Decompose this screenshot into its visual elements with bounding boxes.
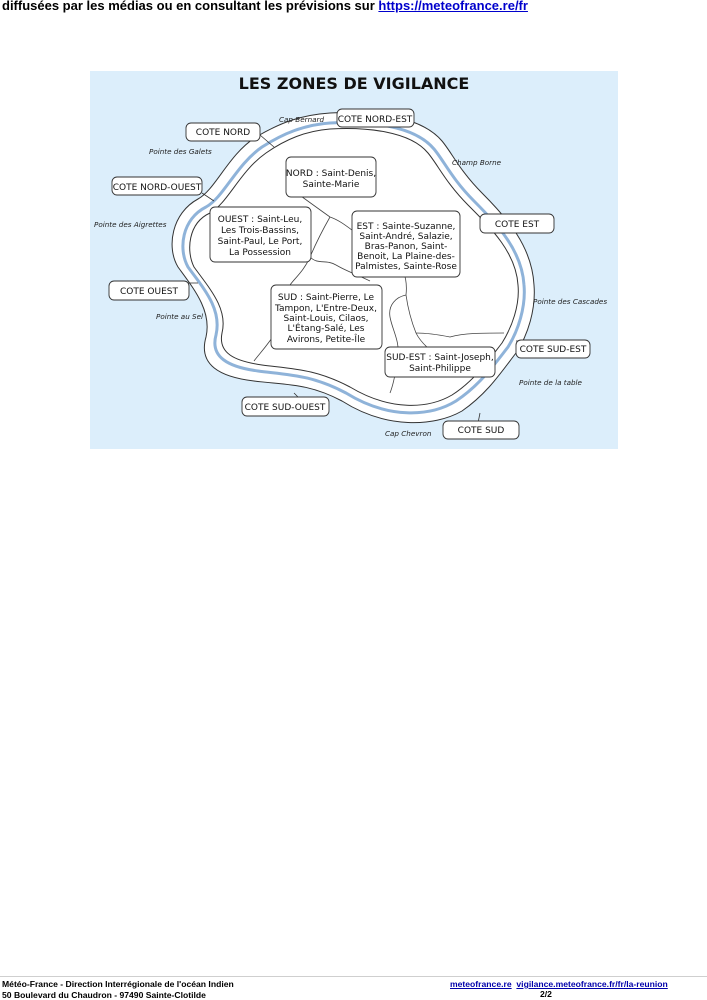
zone-sud-line2: Tampon, L'Entre-Deux, [275,304,377,314]
page-number: 2/2 [540,989,552,999]
cote-nord-ouest-box [112,177,202,195]
place-pointe-galets: Pointe des Galets [149,147,212,156]
cote-sud-ouest-box [242,397,329,416]
zone-ouest-line1: OUEST : Saint-Leu, [217,215,303,225]
cote-ouest-label: COTE OUEST [120,287,178,297]
cote-sud-ouest-label: COTE SUD-OUEST [244,403,326,413]
cote-nord-est-label: COTE NORD-EST [337,115,413,125]
place-pointe-table: Pointe de la table [519,378,582,387]
cote-ouest-box [109,281,189,300]
footer-link-meteofrance[interactable]: meteofrance.re [450,979,512,989]
place-pointe-cascades: Pointe des Cascades [533,297,608,306]
zone-est-line3: Bras-Panon, Saint- [364,242,448,252]
meteofrance-link[interactable]: https://meteofrance.re/fr [378,0,528,13]
zone-ouest-line2: Les Trois-Bassins, [220,226,300,236]
footer-org: Météo-France - Direction Interrégionale de l'océan Indien [2,979,234,989]
cote-sud-est-label: COTE SUD-EST [519,345,587,355]
zone-nord [286,157,376,197]
zone-ouest [210,207,311,262]
footer-street: 50 Boulevard du Chaudron - 97490 Sainte-Clotilde [2,989,206,1000]
zone-ouest-line4: La Possession [228,248,292,258]
zone-sud-line5: Avirons, Petite-Île [286,335,366,345]
zone-sud-line1: SUD : Saint-Pierre, Le [277,293,375,303]
zone-est-line5: Palmistes, Sainte-Rose [355,262,457,272]
zone-nord-line2: Sainte-Marie [302,180,360,190]
cote-sud-est-box [516,340,590,358]
place-cap-bernard: Cap Bernard [279,115,325,124]
zone-sud-line4: L'Étang-Salé, Les [287,324,365,334]
zone-sud-est-line2: Saint-Philippe [409,364,471,374]
footer-address [2,979,234,1000]
cote-nord-label: COTE NORD [195,128,251,138]
footer-divider [0,976,707,977]
cote-sud-label: COTE SUD [457,426,505,436]
cote-sud-box [443,421,519,439]
vigilance-zones-map [90,71,618,449]
zone-est [352,211,460,277]
place-pointe-sel: Pointe au Sel [156,312,204,321]
cote-nord-box [186,123,260,141]
zone-ouest-line3: Saint-Paul, Le Port, [217,237,303,247]
map-svg [90,71,618,449]
place-champ-borne: Champ Borne [452,158,502,167]
cote-nord-est-box [337,109,414,127]
zone-sud-est [385,347,495,377]
zone-est-line4: Benoit, La Plaine-des- [357,252,455,262]
header-sentence: diffusées par les médias ou en consultant les prévisions sur [2,0,379,13]
cote-nord-ouest-label: COTE NORD-OUEST [112,183,202,193]
place-pointe-aigrettes: Pointe des Aigrettes [94,220,167,229]
zone-est-line2: Saint-André, Salazie, [359,232,453,242]
place-cap-chevron: Cap Chevron [385,429,432,438]
cote-est-label: COTE EST [494,220,540,230]
footer-links [450,979,668,990]
zone-est-line1: EST : Sainte-Suzanne, [356,222,456,232]
zone-sud-line3: Saint-Louis, Cilaos, [283,314,369,324]
zone-sud-est-line1: SUD-EST : Saint-Joseph, [386,353,494,363]
footer-link-vigilance[interactable]: vigilance.meteofrance.fr/fr/la-reunion [516,979,668,989]
zone-nord-line1: NORD : Saint-Denis, [285,169,377,179]
header-text [2,0,528,13]
cote-est-box [480,214,554,233]
map-title: LES ZONES DE VIGILANCE [238,74,470,93]
zone-sud [271,285,382,349]
